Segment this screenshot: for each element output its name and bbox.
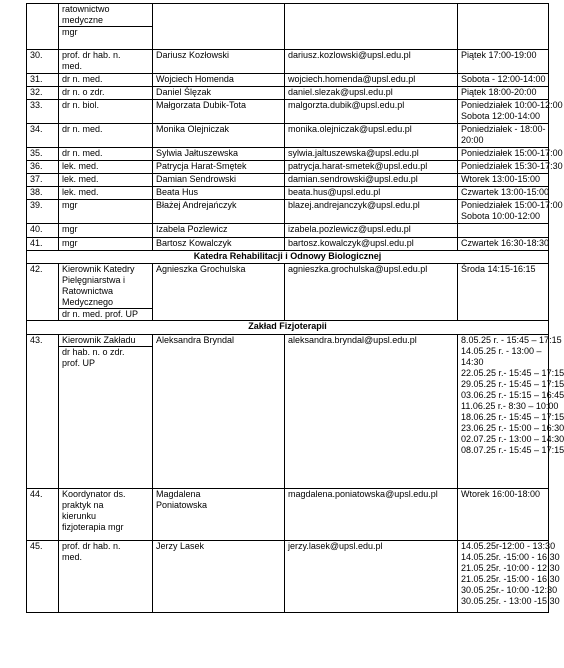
position-text: Medycznego bbox=[62, 297, 114, 307]
person-name: Bartosz Kowalczyk bbox=[156, 238, 232, 248]
position-cell bbox=[59, 224, 153, 238]
person-name: Dariusz Kozłowski bbox=[156, 50, 230, 60]
row-number: 36. bbox=[27, 161, 59, 174]
email-cell bbox=[285, 174, 458, 187]
position-text: dr n. med. bbox=[62, 148, 103, 158]
email-cell bbox=[285, 200, 458, 224]
name-cell bbox=[153, 489, 285, 541]
email-text: monika.olejniczak@upsl.edu.pl bbox=[288, 124, 412, 134]
office-hours: 29.05.25 r.- 15:45 – 17:15 bbox=[461, 379, 564, 389]
position-text: mgr bbox=[62, 238, 78, 248]
person-name: Monika Olejniczak bbox=[156, 124, 230, 134]
name-cell bbox=[153, 100, 285, 124]
position-text: Kierownik Katedry bbox=[62, 264, 135, 274]
number-cell bbox=[27, 4, 59, 50]
person-name: Daniel Ślęzak bbox=[156, 87, 212, 97]
person-name: Izabela Pozlewicz bbox=[156, 224, 228, 234]
position-cell bbox=[59, 335, 153, 489]
email-cell bbox=[285, 161, 458, 174]
name-cell bbox=[153, 50, 285, 74]
hours-cell bbox=[458, 174, 549, 187]
row-number: 41. bbox=[27, 238, 59, 251]
email-text: jerzy.lasek@upsl.edu.pl bbox=[288, 541, 383, 551]
table-row bbox=[27, 161, 549, 174]
table-row bbox=[27, 200, 549, 224]
row-number: 32. bbox=[27, 87, 59, 100]
name-cell bbox=[153, 200, 285, 224]
office-hours: Sobota - 12:00-14:00 bbox=[461, 74, 546, 84]
office-hours: Czwartek 16:30-18:30 bbox=[461, 238, 550, 248]
office-hours: 8.05.25 r. - 15:45 – 17:15 bbox=[461, 335, 562, 345]
position-text: dr n. med. bbox=[62, 74, 103, 84]
section-heading: Zakład Fizjoterapii bbox=[27, 321, 549, 335]
email-cell bbox=[285, 224, 458, 238]
person-name: Beata Hus bbox=[156, 187, 199, 197]
table-row bbox=[27, 187, 549, 200]
position-title: dr hab. n. o zdr. bbox=[62, 347, 125, 357]
table-row bbox=[27, 148, 549, 161]
table-row bbox=[27, 124, 549, 148]
office-hours: Czwartek 13:00-15:00 bbox=[461, 187, 550, 197]
position-cell bbox=[59, 148, 153, 161]
email-cell bbox=[285, 264, 458, 321]
person-name: Patrycja Harat-Smętek bbox=[156, 161, 247, 171]
position-text: kierunku bbox=[62, 511, 97, 521]
position-text: med. bbox=[62, 61, 83, 71]
position-cell bbox=[59, 541, 153, 613]
position-cell bbox=[59, 489, 153, 541]
email-text: blazej.andrejanczyk@upsl.edu.pl bbox=[288, 200, 420, 210]
hours-cell bbox=[458, 238, 549, 251]
hours-cell bbox=[458, 148, 563, 161]
office-hours: Poniedziałek 15:00-17:00 bbox=[461, 148, 563, 158]
position-text: lek. med. bbox=[62, 174, 99, 184]
email-cell bbox=[285, 74, 458, 87]
position-cell bbox=[59, 74, 153, 87]
hours-cell bbox=[458, 50, 549, 74]
position-text: fizjoterapia mgr bbox=[62, 522, 124, 532]
position-text: lek. med. bbox=[62, 161, 99, 171]
office-hours: Piątek 18:00-20:00 bbox=[461, 87, 537, 97]
position-cell bbox=[59, 200, 153, 224]
person-name: Damian Sendrowski bbox=[156, 174, 237, 184]
hours-cell bbox=[458, 124, 549, 148]
email-text: izabela.pozlewicz@upsl.edu.pl bbox=[288, 224, 411, 234]
position-text: mgr bbox=[62, 224, 78, 234]
position-text: medyczne bbox=[62, 15, 104, 25]
position-text: Ratownictwa bbox=[62, 286, 114, 296]
person-name: Poniatowska bbox=[156, 500, 208, 510]
name-cell bbox=[153, 174, 285, 187]
office-hours: Środa 14:15-16:15 bbox=[461, 264, 536, 274]
office-hours: 20:00 bbox=[461, 135, 484, 145]
email-text: malgorzta.dubik@upsl.edu.pl bbox=[288, 100, 405, 110]
office-hours: Wtorek 16:00-18:00 bbox=[461, 489, 541, 499]
office-hours: Poniedziałek 15:00-17:00 bbox=[461, 200, 563, 210]
row-number: 42. bbox=[27, 264, 59, 321]
office-hours: 14.05.25 r. - 13:00 – bbox=[461, 346, 542, 356]
position-cell bbox=[59, 87, 153, 100]
table-row bbox=[27, 100, 549, 124]
row-number: 43. bbox=[27, 335, 59, 489]
row-number: 44. bbox=[27, 489, 59, 541]
table-row bbox=[27, 87, 549, 100]
position-cell bbox=[59, 264, 153, 321]
hours-cell bbox=[458, 489, 549, 541]
office-hours: 22.05.25 r.- 15:45 – 17:15 bbox=[461, 368, 564, 378]
office-hours: Poniedziałek 15:30-17:30 bbox=[461, 161, 563, 171]
table-row bbox=[27, 489, 549, 541]
person-name: Wojciech Homenda bbox=[156, 74, 234, 84]
email-text: daniel.slezak@upsl.edu.pl bbox=[288, 87, 393, 97]
position-text: ratownictwo bbox=[62, 4, 110, 14]
row-number: 35. bbox=[27, 148, 59, 161]
position-title: dr n. med. prof. UP bbox=[62, 309, 139, 319]
hours-cell bbox=[458, 335, 564, 489]
office-hours: Poniedziałek - 18:00- bbox=[461, 124, 546, 134]
table-row bbox=[27, 174, 549, 187]
hours-cell bbox=[458, 187, 549, 200]
section-row bbox=[27, 321, 549, 335]
email-text: magdalena.poniatowska@upsl.edu.pl bbox=[288, 489, 438, 499]
hours-cell bbox=[458, 74, 549, 87]
person-name: Jerzy Lasek bbox=[156, 541, 205, 551]
person-name: Aleksandra Bryndal bbox=[156, 335, 235, 345]
position-text: mgr bbox=[62, 200, 78, 210]
email-cell bbox=[285, 100, 458, 124]
position-cell bbox=[59, 238, 153, 251]
row-number: 40. bbox=[27, 224, 59, 238]
office-hours-table bbox=[26, 3, 564, 613]
office-hours: 21.05.25r. -15:00 - 16:30 bbox=[461, 574, 560, 584]
name-cell bbox=[153, 74, 285, 87]
hours-cell bbox=[458, 161, 563, 174]
email-text: patrycja.harat-smetek@upsl.edu.pl bbox=[288, 161, 428, 171]
email-cell bbox=[285, 187, 458, 200]
row-number: 45. bbox=[27, 541, 59, 613]
email-text: bartosz.kowalczyk@upsl.edu.pl bbox=[288, 238, 414, 248]
row-number: 39. bbox=[27, 200, 59, 224]
email-text: aleksandra.bryndal@upsl.edu.pl bbox=[288, 335, 417, 345]
email-text: dariusz.kozlowski@upsl.edu.pl bbox=[288, 50, 411, 60]
table-row bbox=[27, 335, 549, 489]
table-row bbox=[27, 238, 549, 251]
hours-cell bbox=[458, 264, 549, 321]
section-heading: Katedra Rehabilitacji i Odnowy Biologicznej bbox=[27, 251, 549, 264]
name-cell bbox=[153, 264, 285, 321]
office-hours: 21.05.25r. -10:00 - 12:30 bbox=[461, 563, 560, 573]
position-text: prof. dr hab. n. bbox=[62, 50, 121, 60]
position-text: dr n. med. bbox=[62, 124, 103, 134]
name-cell bbox=[153, 238, 285, 251]
email-cell bbox=[285, 50, 458, 74]
office-hours: 30.05.25r.- 10:00 -12:30 bbox=[461, 585, 558, 595]
office-hours: 08.07.25 r.- 15:45 – 17:15 bbox=[461, 445, 564, 455]
row-number: 33. bbox=[27, 100, 59, 124]
position-text: Koordynator ds. bbox=[62, 489, 126, 499]
office-hours: 30.05.25r. - 13:00 -15:30 bbox=[461, 596, 560, 606]
email-cell bbox=[285, 335, 458, 489]
office-hours: 02.07.25 r.- 13:00 – 14:30 bbox=[461, 434, 564, 444]
person-name: Magdalena bbox=[156, 489, 201, 499]
table-row bbox=[27, 264, 549, 321]
email-cell bbox=[285, 87, 458, 100]
office-hours: 11.06.25 r.- 8:30 – 10:00 bbox=[461, 401, 559, 411]
position-text: praktyk na bbox=[62, 500, 104, 510]
hours-cell bbox=[458, 87, 549, 100]
person-name: Błażej Andrejańczyk bbox=[156, 200, 237, 210]
email-text: sylwia.jaltuszewska@upsl.edu.pl bbox=[288, 148, 419, 158]
hours-cell bbox=[458, 200, 563, 224]
name-cell bbox=[153, 335, 285, 489]
row-number: 34. bbox=[27, 124, 59, 148]
office-hours: Sobota 10:00-12:00 bbox=[461, 211, 541, 221]
name-cell bbox=[153, 124, 285, 148]
position-cell bbox=[59, 187, 153, 200]
name-cell bbox=[153, 148, 285, 161]
email-text: damian.sendrowski@upsl.edu.pl bbox=[288, 174, 418, 184]
row-number: 30. bbox=[27, 50, 59, 74]
email-cell bbox=[285, 148, 458, 161]
hours-cell bbox=[458, 100, 563, 124]
email-text: beata.hus@upsl.edu.pl bbox=[288, 187, 381, 197]
name-cell bbox=[153, 187, 285, 200]
position-text: Pielęgniarstwa i bbox=[62, 275, 126, 285]
row-number: 37. bbox=[27, 174, 59, 187]
table-row bbox=[27, 50, 549, 74]
position-text: prof. dr hab. n. bbox=[62, 541, 121, 551]
office-hours: 23.06.25 r.- 15:00 – 16:30 bbox=[461, 423, 564, 433]
email-cell bbox=[285, 541, 458, 613]
name-cell bbox=[153, 541, 285, 613]
hours-cell bbox=[458, 224, 549, 238]
name-cell bbox=[153, 161, 285, 174]
table-row bbox=[27, 541, 549, 613]
section-row bbox=[27, 251, 549, 264]
office-hours: 03.06.25 r.- 15:15 – 16:45 bbox=[461, 390, 564, 400]
table-row bbox=[27, 4, 549, 50]
position-cell bbox=[59, 50, 153, 74]
position-cell bbox=[59, 161, 153, 174]
row-number: 31. bbox=[27, 74, 59, 87]
office-hours: 18.06.25 r.- 15:45 – 17:15 bbox=[461, 412, 564, 422]
office-hours: 14.05.25r. -15:00 - 16:30 bbox=[461, 552, 560, 562]
person-name: Sylwia Jałtuszewska bbox=[156, 148, 239, 158]
position-text: Kierownik Zakładu bbox=[62, 335, 136, 345]
position-text: dr n. biol. bbox=[62, 100, 100, 110]
row-number: 38. bbox=[27, 187, 59, 200]
position-text: med. bbox=[62, 552, 83, 562]
person-name: Małgorzata Dubik-Tota bbox=[156, 100, 247, 110]
position-cell bbox=[59, 174, 153, 187]
position-title: mgr bbox=[62, 27, 78, 37]
office-hours: 14.05.25r-12:00 - 13:30 bbox=[461, 541, 556, 551]
position-cell bbox=[59, 4, 153, 50]
name-cell bbox=[153, 4, 285, 50]
office-hours: Wtorek 13:00-15:00 bbox=[461, 174, 541, 184]
position-cell bbox=[59, 100, 153, 124]
email-cell bbox=[285, 238, 458, 251]
name-cell bbox=[153, 87, 285, 100]
position-title: prof. UP bbox=[62, 358, 96, 368]
table-row bbox=[27, 224, 549, 238]
office-hours: Poniedziałek 10:00-12:00 bbox=[461, 100, 563, 110]
table-row bbox=[27, 74, 549, 87]
hours-cell bbox=[458, 4, 549, 50]
position-text: dr n. o zdr. bbox=[62, 87, 105, 97]
email-text: agnieszka.grochulska@upsl.edu.pl bbox=[288, 264, 428, 274]
email-cell bbox=[285, 489, 458, 541]
position-cell bbox=[59, 124, 153, 148]
position-text: lek. med. bbox=[62, 187, 99, 197]
email-text: wojciech.homenda@upsl.edu.pl bbox=[288, 74, 416, 84]
email-cell bbox=[285, 4, 458, 50]
email-cell bbox=[285, 124, 458, 148]
office-hours: Piątek 17:00-19:00 bbox=[461, 50, 537, 60]
name-cell bbox=[153, 224, 285, 238]
hours-cell bbox=[458, 541, 560, 613]
office-hours: Sobota 12:00-14:00 bbox=[461, 111, 541, 121]
person-name: Agnieszka Grochulska bbox=[156, 264, 246, 274]
office-hours: 14:30 bbox=[461, 357, 484, 367]
